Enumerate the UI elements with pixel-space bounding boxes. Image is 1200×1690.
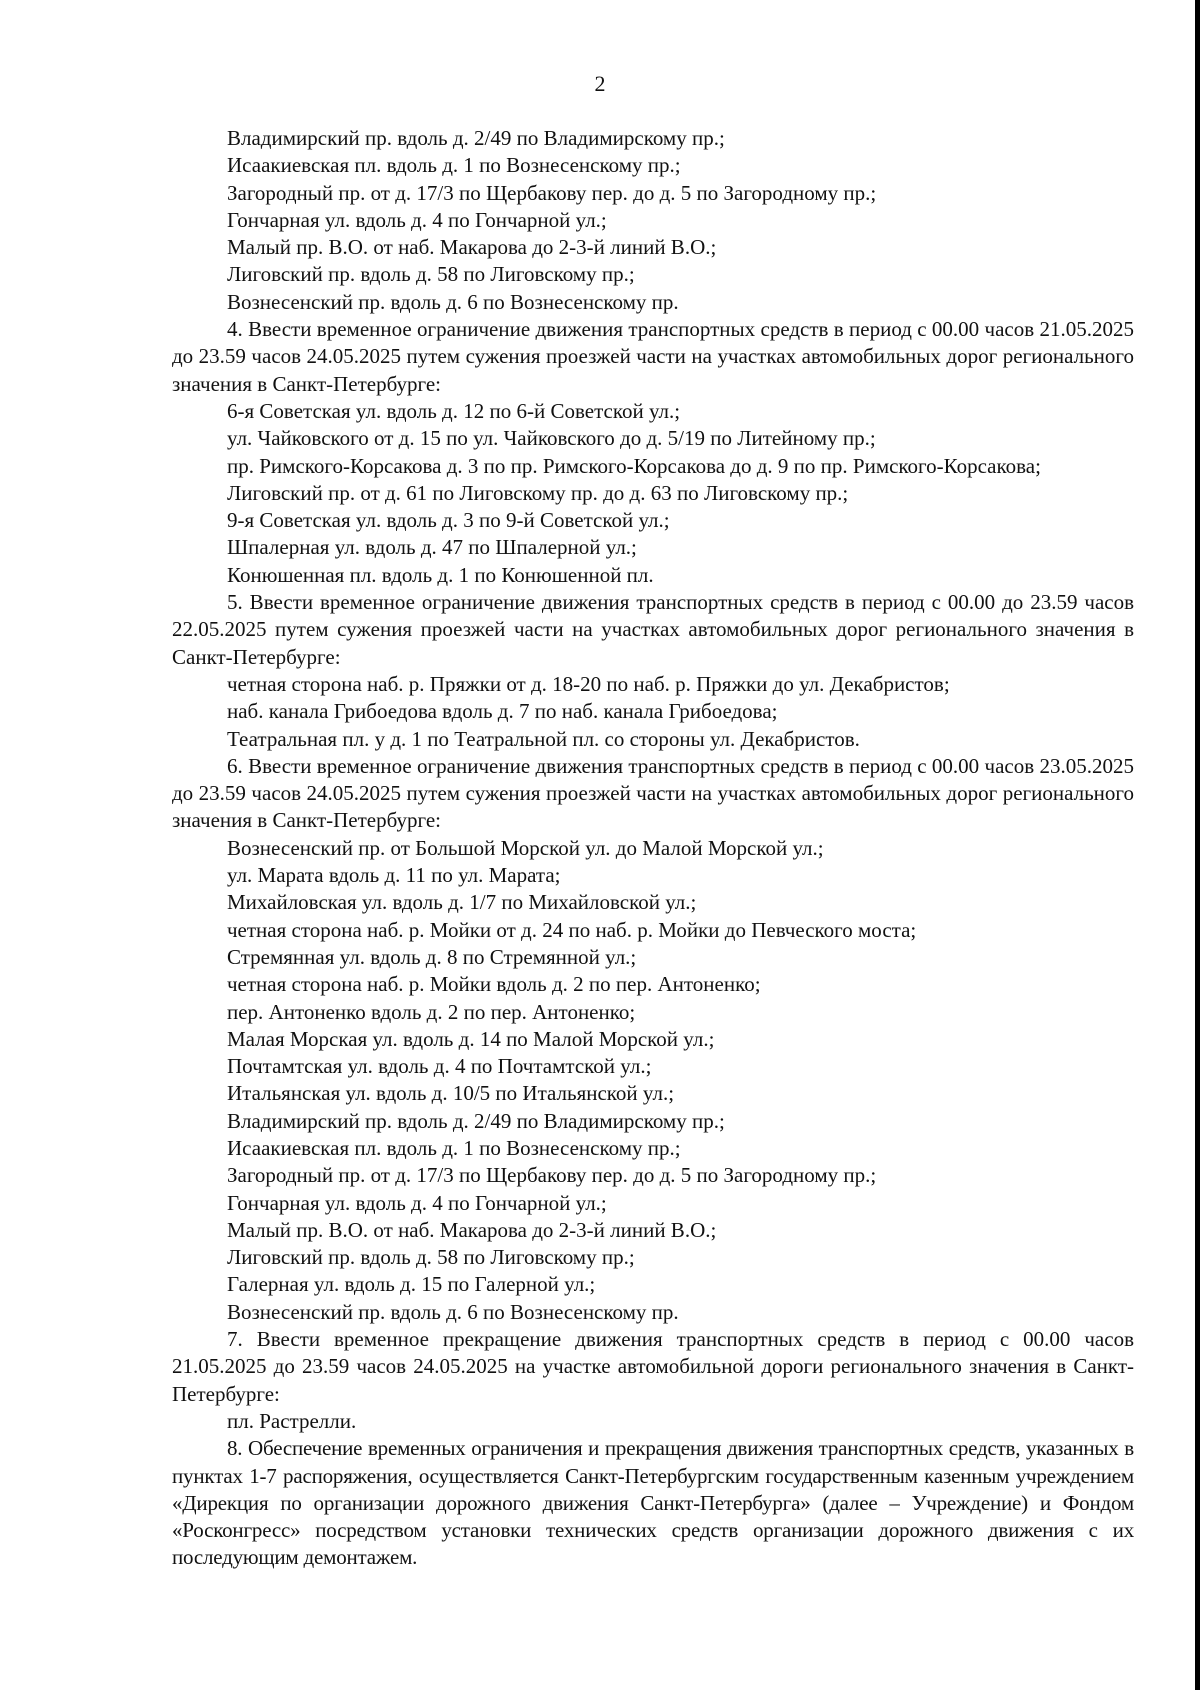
list-item: Лиговский пр. вдоль д. 58 по Лиговскому пр.; [227,262,635,287]
page-number: 2 [594,71,606,96]
list-item: Малый пр. В.О. от наб. Макарова до 2-3-й линий В.О.; [227,235,717,260]
list-item: Исаакиевская пл. вдоль д. 1 по Вознесенскому пр.; [227,1135,681,1160]
list-item: четная сторона наб. р. Мойки вдоль д. 2 по пер. Антоненко; [227,972,761,997]
paragraph-7: 7. Ввести временное прекращение движения транспортных средств в период с 00.00 часов 21.05.2025 до 23.59 часов 24.05.2025 на участке автомобильной дороги регионального значения в Санкт-Петербурге: [172,1327,1134,1406]
list-item: Лиговский пр. от д. 61 по Лиговскому пр. до д. 63 по Лиговскому пр.; [227,480,849,505]
paragraph-4: 4. Ввести временное ограничение движения транспортных средств в период с 00.00 часов 21.05.2025 до 23.59 часов 24.05.2025 путем сужения проезжей части на участках автомобильных дорог регионального значения в Санкт-Петербурге: [172,317,1134,396]
list-item: Загородный пр. от д. 17/3 по Щербакову пер. до д. 5 по Загородному пр.; [227,180,877,205]
list-item: Галерная ул. вдоль д. 15 по Галерной ул.; [227,1272,596,1297]
list-item-rimsky-korsakova: пр. Римского-Корсакова д. 3 по пр. Римского-Корсакова до д. 9 по пр. Римского-Корсакова; [227,453,1041,478]
list-item: Владимирский пр. вдоль д. 2/49 по Владимирскому пр.; [227,1108,725,1133]
list-item: Исаакиевская пл. вдоль д. 1 по Вознесенскому пр.; [227,153,681,178]
list-item: пер. Антоненко вдоль д. 2 по пер. Антоненко; [227,999,636,1024]
list-item: Малый пр. В.О. от наб. Макарова до 2-3-й линий В.О.; [227,1217,717,1242]
list-item: Загородный пр. от д. 17/3 по Щербакову пер. до д. 5 по Загородному пр.; [227,1163,877,1188]
list-item: 9-я Советская ул. вдоль д. 3 по 9-й Советской ул.; [227,508,670,533]
list-item: Вознесенский пр. от Большой Морской ул. до Малой Морской ул.; [227,835,824,860]
list-item: ул. Чайковского от д. 15 по ул. Чайковского до д. 5/19 по Литейному пр.; [227,426,876,451]
paragraph-8: 8. Обеспечение временных ограничения и прекращения движения транспортных средств, указанных в пунктах 1-7 распоряжения, осуществляется Санкт-Петербургским государственным казенным учреждением «Дирекция по организации дорожного движения Санкт-Петербурга» (далее – Учреждение) и Фондом «Росконгресс» посредством установки технических средств организации дорожного движения с их последующим демонтажем. [172,1436,1134,1570]
paragraph-6: 6. Ввести временное ограничение движения транспортных средств в период с 00.00 часов 23.05.2025 до 23.59 часов 24.05.2025 путем сужения проезжей части на участках автомобильных дорог регионального значения в Санкт-Петербурге: [172,753,1134,833]
paragraph-5: 5. Ввести временное ограничение движения транспортных средств в период с 00.00 до 23.59 часов 22.05.2025 путем сужения проезжей части на участках автомобильных дорог регионального значения в Санкт-Петербурге: [172,590,1134,669]
list-item: Стремянная ул. вдоль д. 8 по Стремянной ул.; [227,944,637,969]
list-item: Итальянская ул. вдоль д. 10/5 по Итальянской ул.; [227,1081,675,1106]
scan-edge-border [1195,0,1200,1690]
list-item: Конюшенная пл. вдоль д. 1 по Конюшенной пл. [227,562,654,587]
list-item: Михайловская ул. вдоль д. 1/7 по Михайловской ул.; [227,890,697,915]
list-item: Вознесенский пр. вдоль д. 6 по Вознесенскому пр. [227,1299,679,1324]
document-body [172,125,1134,1572]
list-item: наб. канала Грибоедова вдоль д. 7 по наб. канала Грибоедова; [227,699,778,724]
list-item: Шпалерная ул. вдоль д. 47 по Шпалерной ул.; [227,535,637,560]
list-item: Почтамтская ул. вдоль д. 4 по Почтамтской ул.; [227,1054,652,1079]
list-item: пл. Растрелли. [227,1408,357,1433]
list-item: четная сторона наб. р. Мойки от д. 24 по наб. р. Мойки до Певческого моста; [227,917,917,942]
list-item: Гончарная ул. вдоль д. 4 по Гончарной ул.; [227,207,607,232]
list-item: Театральная пл. у д. 1 по Театральной пл. со стороны ул. Декабристов. [227,726,860,751]
list-item: Вознесенский пр. вдоль д. 6 по Вознесенскому пр. [227,289,679,314]
list-item: Лиговский пр. вдоль д. 58 по Лиговскому пр.; [227,1245,635,1270]
list-item: 6-я Советская ул. вдоль д. 12 по 6-й Советской ул.; [227,398,681,423]
list-item: Гончарная ул. вдоль д. 4 по Гончарной ул.; [227,1190,607,1215]
list-item: четная сторона наб. р. Пряжки от д. 18-20 по наб. р. Пряжки до ул. Декабристов; [227,671,950,696]
list-item: Малая Морская ул. вдоль д. 14 по Малой Морской ул.; [227,1026,715,1051]
list-item: Владимирский пр. вдоль д. 2/49 по Владимирскому пр.; [227,126,725,150]
list-item: ул. Марата вдоль д. 11 по ул. Марата; [227,863,561,888]
